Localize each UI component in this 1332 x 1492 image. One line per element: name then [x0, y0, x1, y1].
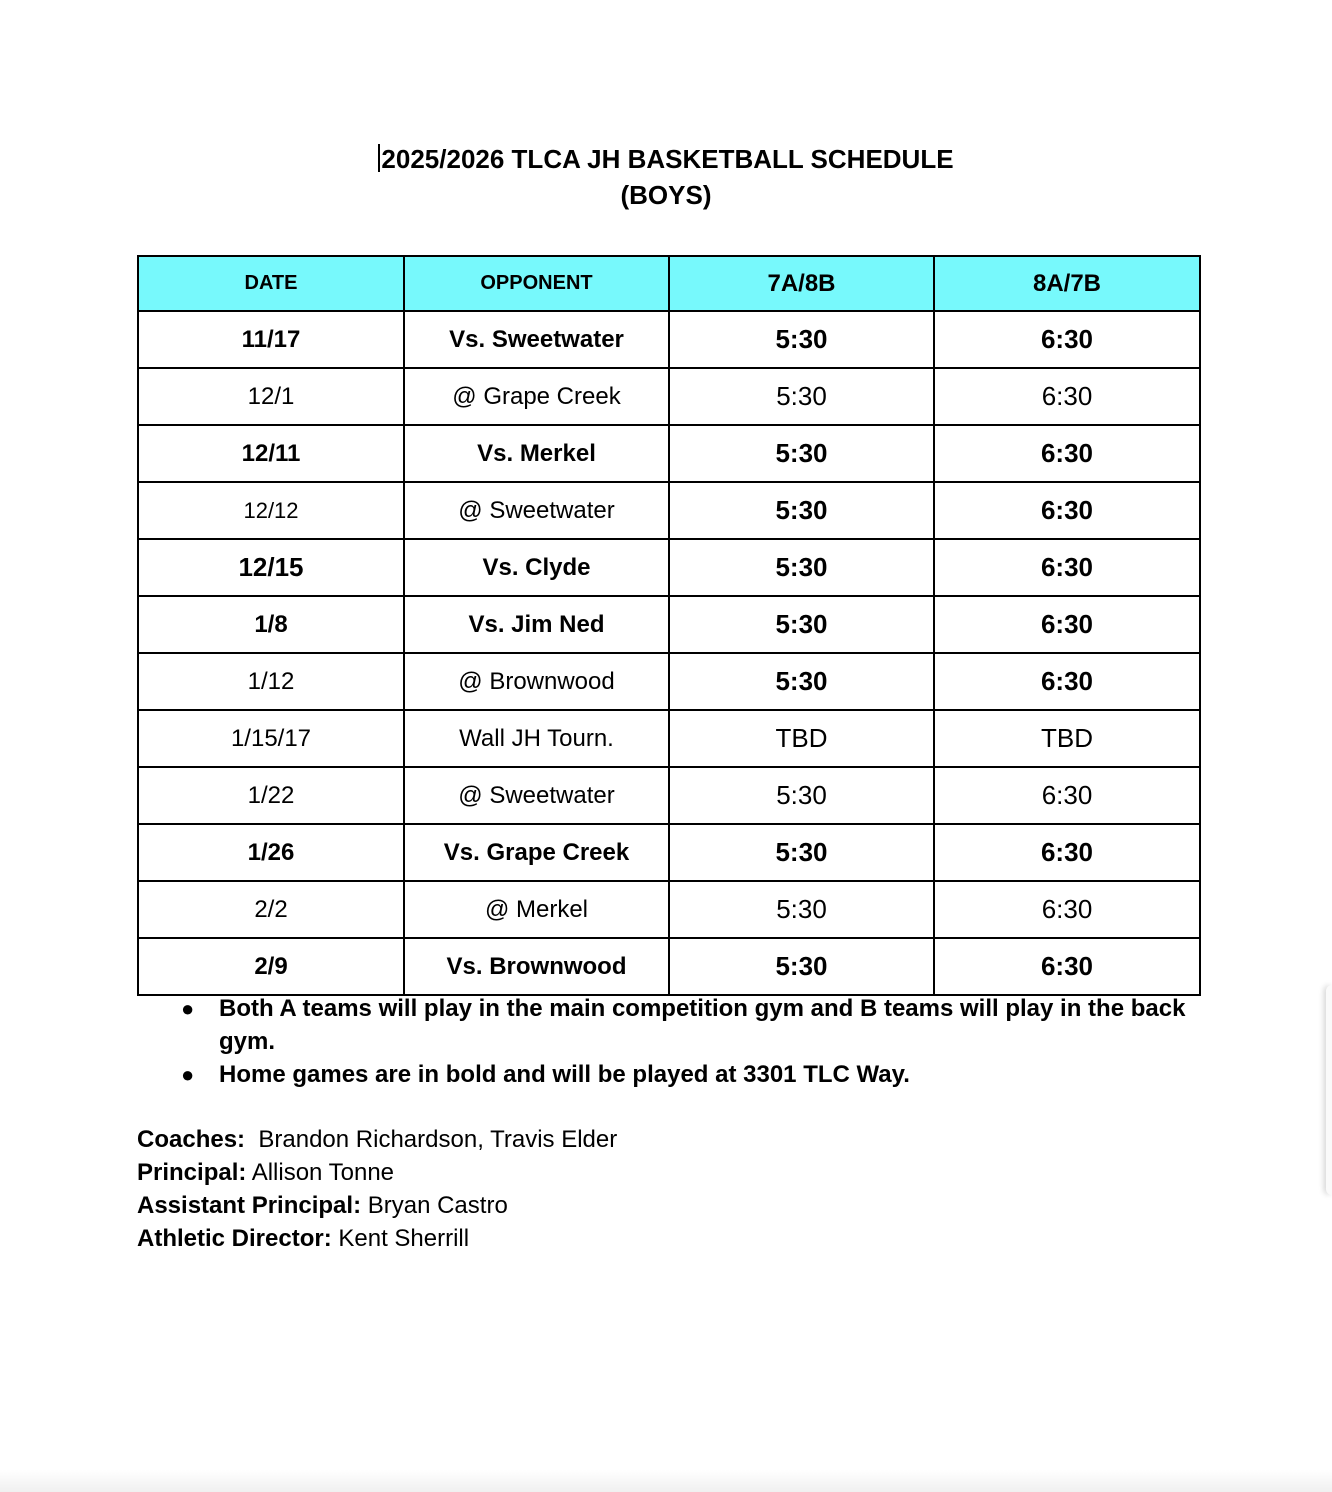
- cell-time-7a8b: 5:30: [669, 824, 934, 881]
- cell-date: 12/15: [138, 539, 404, 596]
- table-row: [138, 596, 1200, 653]
- note-text: Home games are in bold and will be played at 3301 TLC Way.: [219, 1061, 910, 1088]
- note-item: [137, 992, 1199, 1058]
- bullet-icon: ●: [181, 1062, 195, 1087]
- note-item: [137, 1058, 1199, 1091]
- cell-time-7a8b: 5:30: [669, 881, 934, 938]
- cell-time-7a8b: 5:30: [669, 596, 934, 653]
- cell-date: 1/15/17: [138, 710, 404, 767]
- cell-opponent: @ Sweetwater: [404, 482, 669, 539]
- title-text: 2025/2026 TLCA JH BASKETBALL SCHEDULE: [381, 144, 954, 174]
- assistant-principal-value: Bryan Castro: [367, 1192, 508, 1219]
- coaches-label: Coaches:: [137, 1126, 246, 1153]
- cell-opponent: Vs. Jim Ned: [404, 596, 669, 653]
- cell-time-7a8b: 5:30: [669, 539, 934, 596]
- athletic-director-line: [137, 1222, 617, 1255]
- athletic-director-label: Athletic Director:: [137, 1225, 332, 1252]
- cell-date: 12/11: [138, 425, 404, 482]
- cell-time-8a7b: 6:30: [934, 596, 1200, 653]
- cell-time-8a7b: 6:30: [934, 881, 1200, 938]
- table-row: [138, 938, 1200, 995]
- cell-time-7a8b: 5:30: [669, 653, 934, 710]
- title-line-1: [0, 141, 1332, 177]
- cell-date: 12/12: [138, 482, 404, 539]
- schedule-table: [137, 255, 1201, 996]
- notes-list: [137, 992, 1199, 1091]
- cell-opponent: @ Brownwood: [404, 653, 669, 710]
- bullet-icon: ●: [181, 996, 195, 1021]
- cell-opponent: Vs. Clyde: [404, 539, 669, 596]
- principal-line: [137, 1156, 617, 1189]
- cell-time-8a7b: 6:30: [934, 767, 1200, 824]
- coaches-value: Brandon Richardson, Travis Elder: [258, 1126, 618, 1153]
- cell-time-8a7b: 6:30: [934, 311, 1200, 368]
- cell-opponent: @ Sweetwater: [404, 767, 669, 824]
- coaches-line: [137, 1123, 617, 1156]
- cell-opponent: Vs. Merkel: [404, 425, 669, 482]
- cell-time-7a8b: 5:30: [669, 425, 934, 482]
- cell-date: 1/26: [138, 824, 404, 881]
- table-row: [138, 767, 1200, 824]
- table-row: [138, 539, 1200, 596]
- table-row: [138, 482, 1200, 539]
- cell-time-8a7b: 6:30: [934, 368, 1200, 425]
- table-header-row: [138, 256, 1200, 311]
- cell-opponent: Vs. Brownwood: [404, 938, 669, 995]
- table-row: [138, 710, 1200, 767]
- cell-time-8a7b: 6:30: [934, 539, 1200, 596]
- bottom-edge: [0, 1470, 1332, 1492]
- principal-label: Principal:: [137, 1159, 247, 1186]
- athletic-director-value: Kent Sherrill: [338, 1225, 470, 1252]
- header-7a-8b: 7A/8B: [669, 256, 934, 311]
- cell-date: 1/8: [138, 596, 404, 653]
- cell-date: 2/2: [138, 881, 404, 938]
- header-opponent: OPPONENT: [404, 256, 669, 311]
- cell-time-8a7b: 6:30: [934, 824, 1200, 881]
- cell-time-7a8b: 5:30: [669, 938, 934, 995]
- document-title: [0, 141, 1332, 213]
- cell-date: 1/22: [138, 767, 404, 824]
- cell-opponent: Vs. Sweetwater: [404, 311, 669, 368]
- cell-date: 12/1: [138, 368, 404, 425]
- cell-time-8a7b: 6:30: [934, 938, 1200, 995]
- table-row: [138, 368, 1200, 425]
- staff-info: [137, 1123, 617, 1255]
- cell-opponent: Vs. Grape Creek: [404, 824, 669, 881]
- cell-time-7a8b: 5:30: [669, 311, 934, 368]
- cell-time-8a7b: 6:30: [934, 482, 1200, 539]
- cell-opponent: @ Grape Creek: [404, 368, 669, 425]
- cell-date: 11/17: [138, 311, 404, 368]
- cell-time-8a7b: TBD: [934, 710, 1200, 767]
- cell-opponent: @ Merkel: [404, 881, 669, 938]
- assistant-principal-line: [137, 1189, 617, 1222]
- side-panel-edge[interactable]: [1326, 985, 1332, 1195]
- cell-time-8a7b: 6:30: [934, 425, 1200, 482]
- header-date: DATE: [138, 256, 404, 311]
- principal-value: Allison Tonne: [251, 1159, 395, 1186]
- table-row: [138, 824, 1200, 881]
- cell-time-8a7b: 6:30: [934, 653, 1200, 710]
- cell-date: 1/12: [138, 653, 404, 710]
- title-line-2: (BOYS): [620, 180, 712, 210]
- cell-time-7a8b: TBD: [669, 710, 934, 767]
- assistant-principal-label: Assistant Principal:: [137, 1192, 362, 1219]
- cell-time-7a8b: 5:30: [669, 368, 934, 425]
- cell-opponent: Wall JH Tourn.: [404, 710, 669, 767]
- cell-date: 2/9: [138, 938, 404, 995]
- table-row: [138, 311, 1200, 368]
- table-row: [138, 881, 1200, 938]
- table-row: [138, 425, 1200, 482]
- note-text: Both A teams will play in the main competition gym and B teams will play in the back gym.: [219, 995, 1186, 1055]
- table-row: [138, 653, 1200, 710]
- header-8a-7b: 8A/7B: [934, 256, 1200, 311]
- cell-time-7a8b: 5:30: [669, 767, 934, 824]
- cell-time-7a8b: 5:30: [669, 482, 934, 539]
